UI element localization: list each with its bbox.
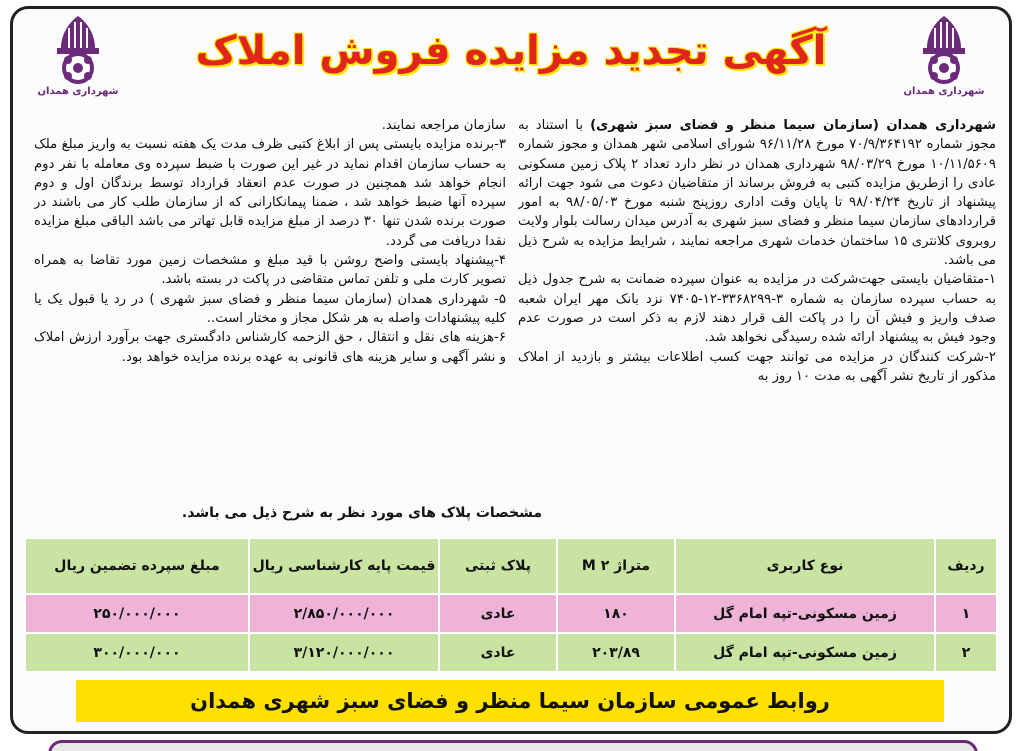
condition-1: ۱-متقاضیان بایستی جهت‌شرکت در مزایده به عنوان سپرده ضمانت به شرح جدول ذیل به حساب سپرده سازمان به شماره ۳-۳۳۶۸۲۹۹-۱۲-۷۴۰۵ نزد بانک مهر ایران شعبه صدف واریز و فیش آن را در پاکت الف قرار دهند لازم به ذکر است در صورت عدم وجود فیش به پیشنهاد ارائه شده رسیدگی نخواهد شد. <box>518 272 996 346</box>
ad-title: آگهی تجدید مزایده فروش املاک <box>195 28 827 74</box>
logo-caption: شهرداری همدان <box>37 86 119 97</box>
col-header-base-price: قیمت پایه کارشناسی ریال <box>249 538 439 594</box>
condition-3: ۳-برنده مزایده بایستی پس از ابلاغ کتبی ظرف مدت یک هفته نسبت به واریز مبلغ ملک به حساب سازمان اقدام نماید در غیر این صورت با ضبط سپرده وی معامله با نفر دوم انجام خواهد شد همچنین در صورت عدم انعقاد قرارداد توسط برندگان اول و دوم سپرده آنها ضبط خواهد شد ، ضمنا پیمانکارانی که از سازمان طلب کار می باشند در صورت برنده شدن تنها ۳۰ درصد از مبلغ مزایده قابل تهاتر می باشد الباقی مبلغ مزایده نقدا دریافت می گردد. <box>34 137 506 249</box>
municipality-logo-icon <box>913 14 975 84</box>
footer-banner: روابط عمومی سازمان سیما منظر و فضای سبز شهری همدان <box>76 680 944 722</box>
cell-row-no: ۲ <box>935 633 997 672</box>
table-row <box>25 633 997 672</box>
text-column-left <box>34 116 506 508</box>
cell-usage: زمین مسکونی-تپه امام گل <box>675 594 935 633</box>
text-column-right <box>518 116 996 508</box>
col-header-deposit: مبلغ سپرده تضمین ریال <box>25 538 249 594</box>
col-header-area: متراژ M ۲ <box>557 538 675 594</box>
condition-6: ۶-هزینه های نقل و انتقال ، حق الزحمه کارشناس دادگستری جهت برآورد ارزش املاک و نشر آگهی و سایر هزینه های قانونی به عهده برنده مزایده خواهد بود. <box>34 330 506 365</box>
cell-row-no: ۱ <box>935 594 997 633</box>
municipality-logo-icon <box>47 14 109 84</box>
condition-5: ۵- شهرداری همدان (سازمان سیما منظر و فضای سبز شهری ) در رد یا قبول یک یا کلیه پیشنهادات واصله به هر شکل مجاز و مختار است.. <box>34 291 506 326</box>
table-caption: مشخصات پلاک های مورد نظر به شرح ذیل می باشد. <box>181 505 542 521</box>
col-header-row-no: ردیف <box>935 538 997 594</box>
intro-lead: شهرداری همدان (سازمان سیما منظر و فضای سبز شهری) <box>590 118 996 133</box>
cell-plate: عادی <box>439 594 557 633</box>
condition-2-continued: سازمان مراجعه نمایند. <box>381 118 506 133</box>
col-header-plate: پلاک ثبتی <box>439 538 557 594</box>
cell-deposit: ۲۵۰/۰۰۰/۰۰۰ <box>25 594 249 633</box>
logo-caption: شهرداری همدان <box>903 86 985 97</box>
cell-deposit: ۳۰۰/۰۰۰/۰۰۰ <box>25 633 249 672</box>
cell-area: ۲۰۳/۸۹ <box>557 633 675 672</box>
cell-area: ۱۸۰ <box>557 594 675 633</box>
properties-table <box>24 537 998 673</box>
cell-plate: عادی <box>439 633 557 672</box>
cell-usage: زمین مسکونی-تپه امام گل <box>675 633 935 672</box>
cell-base-price: ۲/۸۵۰/۰۰۰/۰۰۰ <box>249 594 439 633</box>
col-header-usage: نوع کاربری <box>675 538 935 594</box>
table-row <box>25 594 997 633</box>
condition-2: ۲-شرکت کنندگان در مزایده می توانند جهت کسب اطلاعات بیشتر و بازدید از املاک مذکور از تاریخ نشر آگهی به مدت ۱۰ روز به <box>518 349 996 384</box>
next-ad-frame <box>48 740 978 751</box>
logo-left <box>26 14 130 110</box>
intro-paragraph <box>518 116 996 270</box>
intro-text: با استناد به مجوز شماره ۷۰/۹/۳۶۴۱۹۲ مورخ ۹۶/۱۱/۲۸ شورای اسلامی شهر همدان و مجوز شماره ۱۰/۱۱/۵۶۰۹ مورخ ۹۸/۰۳/۲۹ شهرداری همدان در نظر دارد تعداد ۲ پلاک زمین مسکونی عادی را ازطریق مزایده کتبی به فروش برساند از متقاضیان دعوت می شود جهت ارائه پیشنهاد از تاریخ ۹۸/۰۴/۲۴ تا پایان وقت اداری روزپنج شنبه مورخ ۹۸/۰۵/۰۳ به امور قراردادهای سازمان سیما منظر و فضای سبز شهری به آدرس میدان رسالت بلوار ولایت روبروی کلانتری ۱۵ ساختمان خدمات شهری مراجعه نمایند ، شرایط مزایده به شرح ذیل می باشد. <box>518 118 996 269</box>
logo-right <box>892 14 996 110</box>
table-header-row <box>25 538 997 594</box>
cell-base-price: ۳/۱۲۰/۰۰۰/۰۰۰ <box>249 633 439 672</box>
condition-4: ۴-پیشنهاد بایستی واضح روشن با قید مبلغ و مشخصات زمین مورد تقاضا به همراه تصویر کارت ملی و تلفن تماس متقاضی در پاکت در بسته باشد. <box>34 253 506 288</box>
